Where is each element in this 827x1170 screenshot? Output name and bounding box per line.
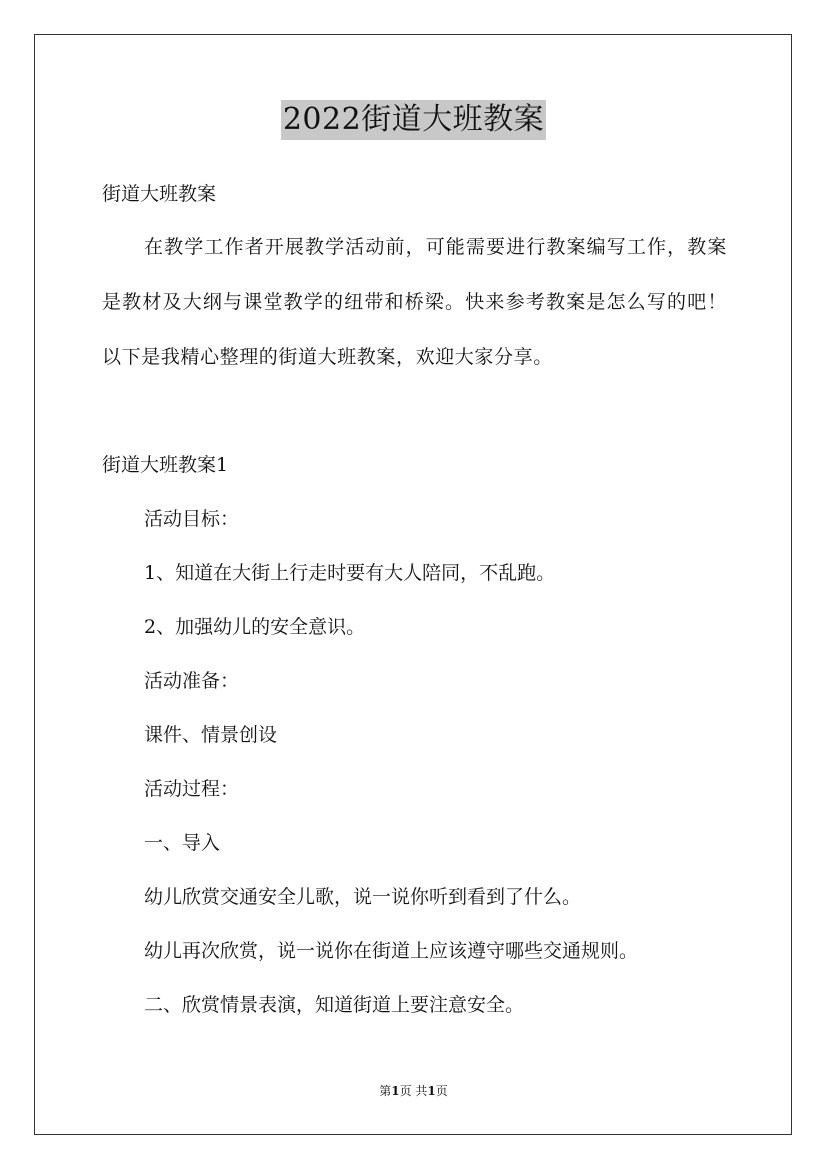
intro-paragraph: 在教学工作者开展教学活动前，可能需要进行教案编写工作，教案是教材及大纲与课堂教学的纽带和桥梁。快来参考教案是怎么写的吧！以下是我精心整理的街道大班教案，欢迎大家分享。 (102, 236, 727, 368)
document-title: 2022街道大班教案 (281, 100, 546, 140)
page-footer (0, 1083, 827, 1099)
content-line: 课件、情景创设 (144, 724, 278, 746)
content-line: 一、导入 (144, 832, 221, 854)
content-line: 活动准备： (144, 670, 240, 692)
document-subtitle: 街道大班教案 (102, 183, 217, 205)
content-line: 活动过程： (144, 778, 240, 800)
footer-page-mid: 页 共 (399, 1084, 428, 1098)
content-line: 幼儿再次欣赏，说一说你在街道上应该遵守哪些交通规则。 (144, 940, 639, 962)
footer-page-suffix: 页 (435, 1084, 448, 1098)
footer-page-prefix: 第 (379, 1084, 392, 1098)
content-line: 活动目标： (144, 508, 240, 530)
footer-page-total: 1 (427, 1084, 436, 1098)
content-line: 2、加强幼儿的安全意识。 (144, 616, 366, 638)
section-heading: 街道大班教案1 (102, 454, 229, 476)
content-line: 二、欣赏情景表演，知道街道上要注意安全。 (144, 994, 525, 1016)
content-line: 幼儿欣赏交通安全儿歌，说一说你听到看到了什么。 (144, 886, 582, 908)
content-line: 1、知道在大街上行走时要有大人陪同，不乱跑。 (144, 562, 556, 584)
title-container (0, 100, 827, 140)
footer-page-current: 1 (391, 1084, 400, 1098)
